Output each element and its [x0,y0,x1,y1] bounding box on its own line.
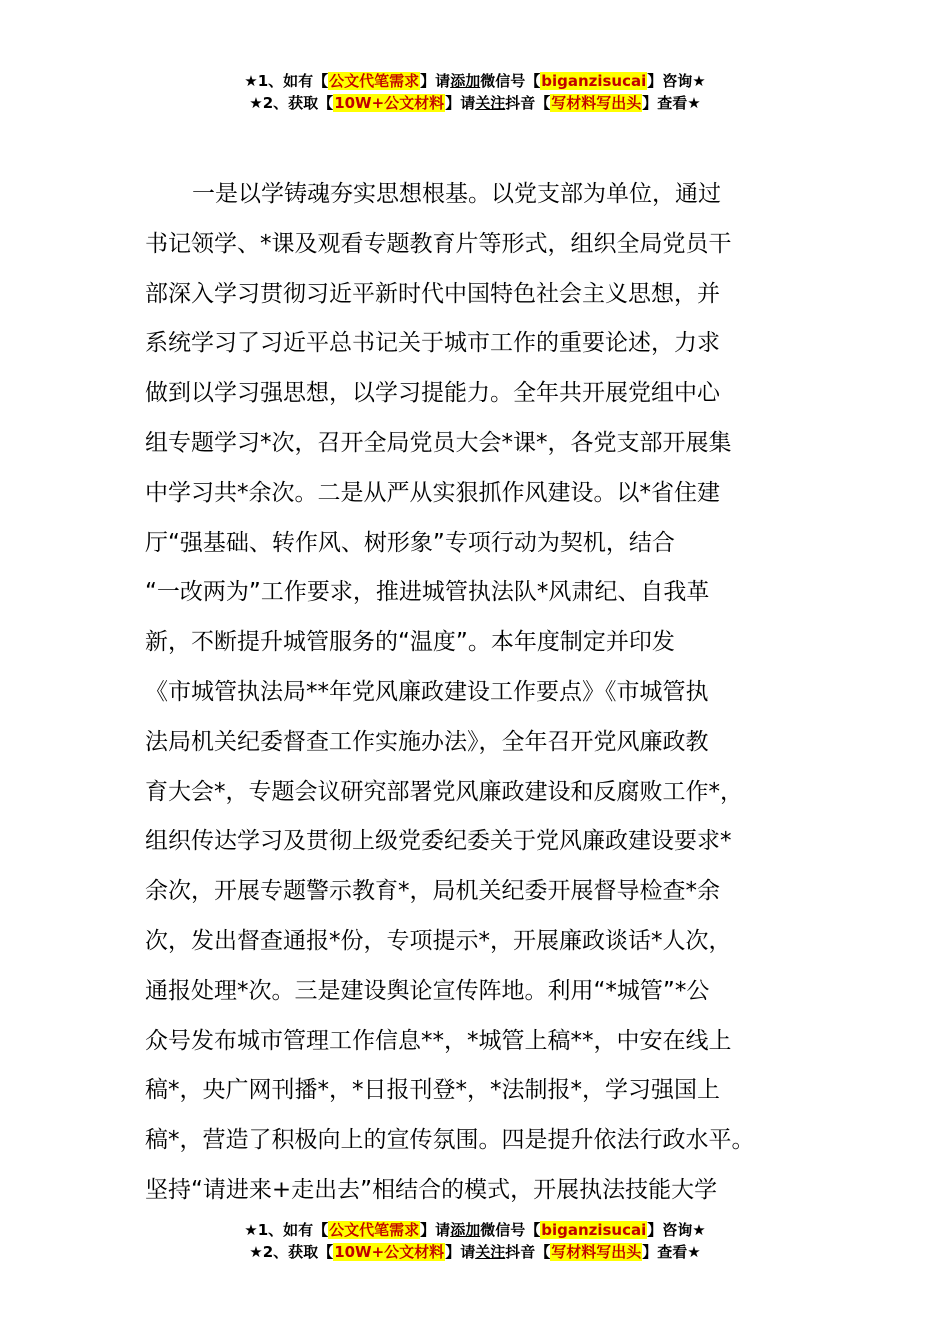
banner-line-2: ★2、获取【10W+公文材料】请关注抖音【写材料写出头】查看★ [249,94,701,112]
body-line: 稿*，营造了积极向上的宣传氛围。四是提升依法行政水平。 [145,1127,755,1154]
header-banner [0,70,950,114]
body-line: 众号发布城市管理工作信息**，*城管上稿**，中安在线上 [145,1027,732,1054]
body-line: 通报处理*次。三是建设舆论宣传阵地。利用“*城管”*公 [145,977,710,1004]
banner-line-2: ★2、获取【10W+公文材料】请关注抖音【写材料写出头】查看★ [249,1243,701,1261]
body-line: 坚持“请进来+走出去”相结合的模式，开展执法技能大学 [145,1176,718,1203]
body-line: “一改两为”工作要求，推进城管执法队*风肃纪、自我革 [145,579,710,606]
body-line: 育大会*，专题会议研究部署党风廉政建设和反腐败工作*， [145,778,743,805]
highlight-materials: 10W+公文材料 [334,94,445,112]
body-line: 书记领学、*课及观看专题教育片等形式，组织全局党员干 [145,230,732,257]
highlight-douyin: 写材料写出头 [551,1243,642,1261]
body-line: 中学习共*余次。二是从严从实狠抓作风建设。以*省住建 [145,479,720,506]
highlight-service: 公文代笔需求 [329,72,420,90]
body-line: 次，发出督查通报*份，专项提示*，开展廉政谈话*人次， [145,927,732,954]
body-line: 做到以学习强思想，以学习提能力。全年共开展党组中心 [145,380,720,407]
body-line: 新，不断提升城管服务的“温度”。本年度制定并印发 [145,629,675,656]
body-line: 系统学习了习近平总书记关于城市工作的重要论述，力求 [145,330,720,357]
body-line: 组专题学习*次，召开全局党员大会*课*，各党支部开展集 [145,429,732,456]
body-line: 法局机关纪委督查工作实施办法》，全年召开党风廉政教 [145,728,709,755]
highlight-douyin: 写材料写出头 [551,94,642,112]
body-line: 稿*，央广网刊播*，*日报刊登*，*法制报*，学习强国上 [145,1077,720,1104]
highlight-service: 公文代笔需求 [329,1221,420,1239]
highlight-wechat-id: biganzisucai [541,72,647,90]
highlight-wechat-id: biganzisucai [541,1221,647,1239]
footer-banner [0,1219,950,1263]
banner-line-1: ★1、如有【公文代笔需求】请添加微信号【biganzisucai】咨询★ [244,1221,706,1239]
body-line: 组织传达学习及贯彻上级党委纪委关于党风廉政建设要求* [145,828,732,855]
body-line: 余次，开展专题警示教育*，局机关纪委开展督导检查*余 [145,878,720,905]
highlight-materials: 10W+公文材料 [334,1243,445,1261]
body-line: 一是以学铸魂夯实思想根基。以党支部为单位，通过 [192,181,721,207]
body-line: 厅“强基础、转作风、树形象”专项行动为契机，结合 [145,529,675,556]
banner-line-1: ★1、如有【公文代笔需求】请添加微信号【biganzisucai】咨询★ [244,72,706,90]
body-line: 部深入学习贯彻习近平新时代中国特色社会主义思想，并 [145,280,720,307]
document-body [145,170,825,1216]
body-line: 《市城管执法局**年党风廉政建设工作要点》《市城管执 [145,678,709,705]
